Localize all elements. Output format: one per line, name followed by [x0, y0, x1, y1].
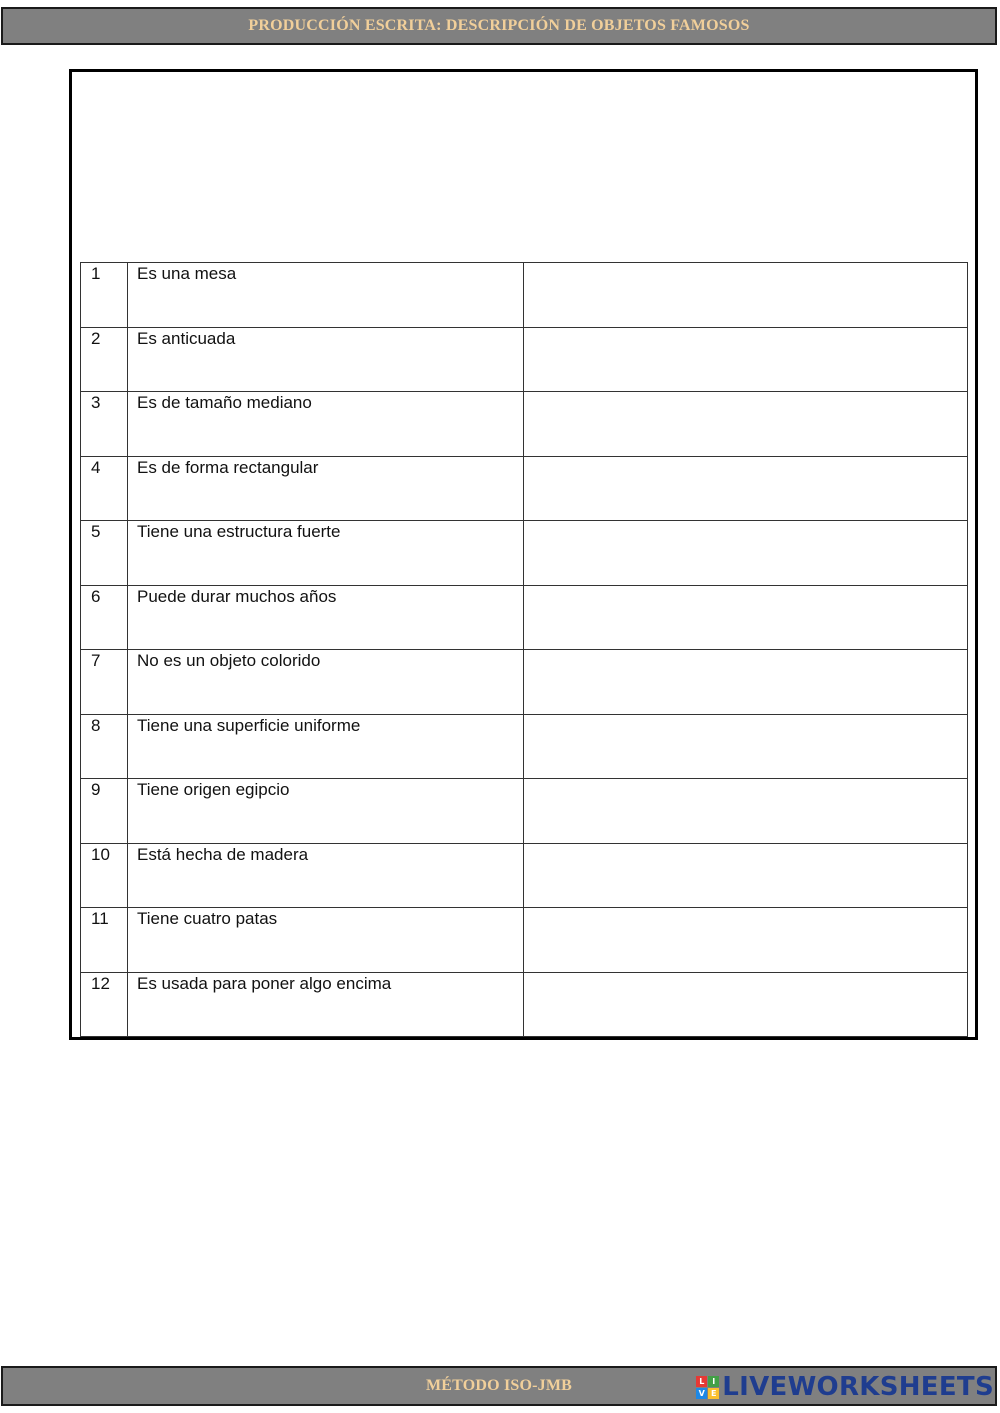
answer-cell — [524, 521, 968, 586]
row-number: 11 — [91, 909, 109, 928]
answer-input[interactable] — [524, 457, 967, 521]
description-text: Puede durar muchos años — [137, 586, 337, 606]
answer-cell — [524, 392, 968, 457]
description-text: Es anticuada — [137, 328, 236, 348]
footer-title: MÉTODO ISO-JMB — [425, 1377, 573, 1394]
row-number-cell — [81, 263, 128, 328]
row-number: 5 — [91, 522, 101, 541]
row-number-cell — [81, 843, 128, 908]
row-number-cell — [81, 714, 128, 779]
table-row — [81, 521, 968, 586]
description-cell — [128, 779, 524, 844]
answer-input[interactable] — [524, 328, 967, 392]
row-number-cell — [81, 585, 128, 650]
description-cell — [128, 585, 524, 650]
description-cell — [128, 521, 524, 586]
row-number-cell — [81, 392, 128, 457]
description-text: Es de forma rectangular — [137, 457, 319, 477]
logo-text: LIVEWORKSHEETS — [722, 1372, 994, 1402]
answer-cell — [524, 327, 968, 392]
row-number: 1 — [91, 264, 101, 283]
liveworksheets-logo — [696, 1372, 994, 1402]
description-text: No es un objeto colorido — [137, 651, 321, 670]
row-number: 7 — [91, 651, 101, 670]
answer-cell — [524, 714, 968, 779]
description-cell — [128, 908, 524, 973]
row-number: 2 — [91, 328, 101, 348]
description-text: Está hecha de madera — [137, 844, 309, 864]
answer-cell — [524, 972, 968, 1037]
row-number: 9 — [91, 780, 101, 799]
table-row — [81, 650, 968, 715]
answer-input[interactable] — [524, 908, 967, 972]
logo-icon-letter: I — [708, 1376, 719, 1387]
row-number-cell — [81, 908, 128, 973]
answer-input[interactable] — [524, 263, 967, 327]
table-row — [81, 585, 968, 650]
description-text: Tiene una superficie uniforme — [137, 715, 361, 735]
header-banner — [1, 7, 997, 45]
description-text: Es de tamaño mediano — [137, 393, 312, 412]
row-number: 4 — [91, 457, 101, 477]
row-number: 3 — [91, 393, 101, 412]
description-text: Tiene una estructura fuerte — [137, 522, 341, 541]
answer-cell — [524, 843, 968, 908]
row-number-cell — [81, 779, 128, 844]
table-row — [81, 392, 968, 457]
description-cell — [128, 843, 524, 908]
answer-input[interactable] — [524, 521, 967, 585]
table-row — [81, 843, 968, 908]
row-number: 6 — [91, 586, 101, 606]
answer-cell — [524, 263, 968, 328]
description-cell — [128, 650, 524, 715]
table-row — [81, 456, 968, 521]
table-row — [81, 779, 968, 844]
row-number: 8 — [91, 715, 101, 735]
logo-icon-letter: L — [696, 1376, 707, 1387]
row-number-cell — [81, 456, 128, 521]
description-text: Tiene cuatro patas — [137, 909, 278, 928]
answer-cell — [524, 585, 968, 650]
answer-input[interactable] — [524, 650, 967, 714]
row-number-cell — [81, 327, 128, 392]
blank-writing-area[interactable] — [82, 80, 966, 260]
description-cell — [128, 263, 524, 328]
logo-icon-letter: E — [708, 1388, 719, 1399]
row-number: 12 — [91, 973, 110, 993]
description-cell — [128, 972, 524, 1037]
table-row — [81, 263, 968, 328]
description-text: Es usada para poner algo encima — [137, 973, 392, 993]
description-cell — [128, 327, 524, 392]
description-text: Tiene origen egipcio — [137, 780, 290, 799]
table-row — [81, 908, 968, 973]
description-cell — [128, 714, 524, 779]
answer-input[interactable] — [524, 844, 967, 908]
row-number: 10 — [91, 844, 110, 864]
row-number-cell — [81, 521, 128, 586]
answer-cell — [524, 908, 968, 973]
row-number-cell — [81, 650, 128, 715]
worksheet-frame — [69, 69, 978, 1040]
answer-input[interactable] — [524, 715, 967, 779]
worksheet-title: PRODUCCIÓN ESCRITA: DESCRIPCIÓN DE OBJETOS FAMOSOS — [248, 17, 750, 34]
description-table — [80, 262, 968, 1037]
table-row — [81, 714, 968, 779]
answer-input[interactable] — [524, 392, 967, 456]
answer-input[interactable] — [524, 973, 967, 1037]
table-row — [81, 972, 968, 1037]
description-text: Es una mesa — [137, 264, 237, 283]
answer-cell — [524, 456, 968, 521]
answer-input[interactable] — [524, 779, 967, 843]
answer-cell — [524, 650, 968, 715]
table-row — [81, 327, 968, 392]
logo-icon-letter: V — [696, 1388, 707, 1399]
description-cell — [128, 392, 524, 457]
description-cell — [128, 456, 524, 521]
liveworksheets-icon — [696, 1376, 719, 1399]
row-number-cell — [81, 972, 128, 1037]
answer-cell — [524, 779, 968, 844]
answer-input[interactable] — [524, 586, 967, 650]
